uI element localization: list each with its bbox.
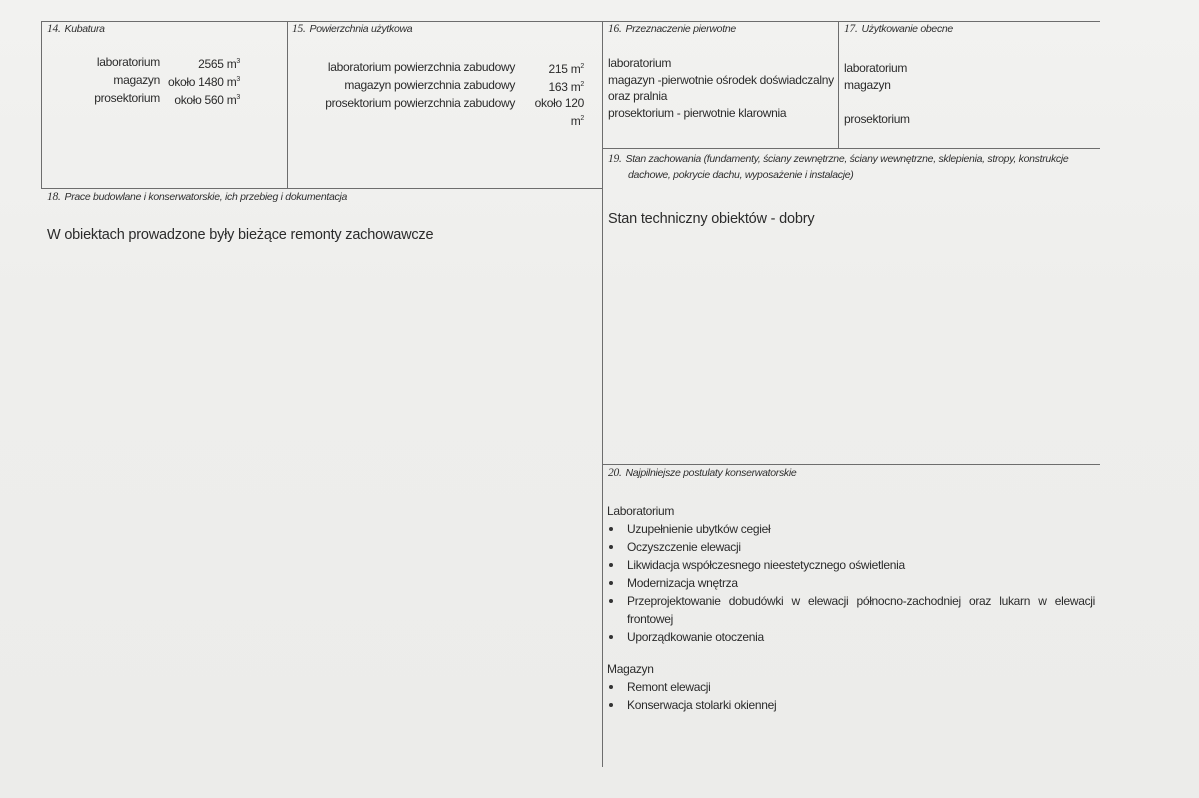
kubatura-row [85,54,240,72]
section-title: Przeznaczenie pierwotne [625,23,736,35]
section-18-header [47,191,347,203]
section-20-postulaty [602,464,1100,768]
area-value: 215 $m^2$ [548,62,584,76]
section-title: Stan zachowania (fundamenty, ściany zewnętrzne, ściany wewnętrzne, sklepienia, stropy, konstrukcje [625,153,1069,165]
section-title: Prace budowlane i konserwatorskie, ich przebieg i dokumentacja [64,191,348,203]
list-item: Przeprojektowanie dobudówki w elewacji północno-zachodniej oraz lukarn w elewacji frontowej [607,592,1097,628]
section-number: 17. [844,23,858,35]
building-name: prosektorium [94,91,160,105]
section-title: Kubatura [64,23,105,35]
section-title: Najpilniejsze postulaty konserwatorskie [625,467,797,479]
section-title: Użytkowanie obecne [861,23,953,35]
area-description: powierzchnia zabudowy [394,60,516,74]
section-title-continued: dachowe, pokrycie dachu, wyposażenie i instalacje) [628,169,854,181]
condition-description: Stan techniczny obiektów - dobry [608,211,815,227]
area-description: powierzchnia zabudowy [394,78,516,92]
list-item: Modernizacja wnętrza [607,574,1097,592]
postulates-list [607,502,1097,714]
section-title: Powierzchnia użytkowa [309,23,413,35]
section-19-header [608,151,1068,183]
text-line: magazyn [844,77,891,92]
section-number: 20. [608,467,622,479]
kubatura-row [85,90,240,108]
text-line: laboratorium [608,56,672,70]
section-19-stan-zachowania [602,148,1100,464]
group-items [607,678,1097,714]
group-items [607,520,1097,646]
section-number: 16. [608,23,622,35]
original-use-text [608,55,834,121]
area-row [319,77,584,95]
section-20-header [608,467,796,479]
area-row [319,95,584,129]
area-row [319,59,584,77]
kubatura-row [85,72,240,90]
section-15-header [292,23,412,35]
section-14-kubatura [41,21,287,188]
group-heading: Laboratorium [607,504,675,518]
section-16-header [608,23,736,35]
section-17-header [844,23,953,35]
volume-value: około 1480 $m^3$ [167,75,240,89]
text-line: prosektorium - pierwotnie klarownia [608,105,787,120]
current-use-text [844,60,910,128]
list-item: Remont elewacji [607,678,1097,696]
section-15-powierzchnia [287,21,602,188]
section-16-przeznaczenie-pierwotne [602,21,838,148]
kubatura-table [85,54,240,108]
area-value: 163 $m^2$ [548,80,584,94]
section-number: 19. [608,153,622,165]
section-17-uzytkowanie-obecne [838,21,1100,148]
area-value: około 120 $m^2$ [534,96,584,128]
list-item: Likwidacja współczesnego nieestetycznego oświetlenia [607,556,1097,574]
group-heading: Magazyn [607,662,654,676]
area-table [319,59,584,129]
works-description: W obiektach prowadzone były bieżące remonty zachowawcze [47,227,434,243]
list-item: Uporządkowanie otoczenia [607,628,1097,646]
text-line: magazyn -pierwotnie ośrodek doświadczalny [608,72,834,87]
list-item: Konserwacja stolarki okiennej [607,696,1097,714]
list-item: Uzupełnienie ubytków cegieł [607,520,1097,538]
section-number: 18. [47,191,61,203]
building-name: laboratorium [327,60,391,74]
section-number: 14. [47,23,61,35]
volume-value: 2565 $m^3$ [198,57,240,71]
section-18-prace-budowlane [41,188,602,768]
text-line: laboratorium [844,61,908,75]
building-name: laboratorium [96,55,160,69]
volume-value: około 560 $m^3$ [174,93,240,107]
building-name: magazyn [344,78,391,92]
section-number: 15. [292,23,306,35]
text-line: prosektorium [844,112,910,126]
area-description: powierzchnia zabudowy [394,96,516,110]
section-14-header [47,23,105,35]
list-item: Oczyszczenie elewacji [607,538,1097,556]
text-line: oraz pralnia [608,89,668,103]
building-name: magazyn [113,73,160,87]
building-name: prosektorium [325,96,391,110]
